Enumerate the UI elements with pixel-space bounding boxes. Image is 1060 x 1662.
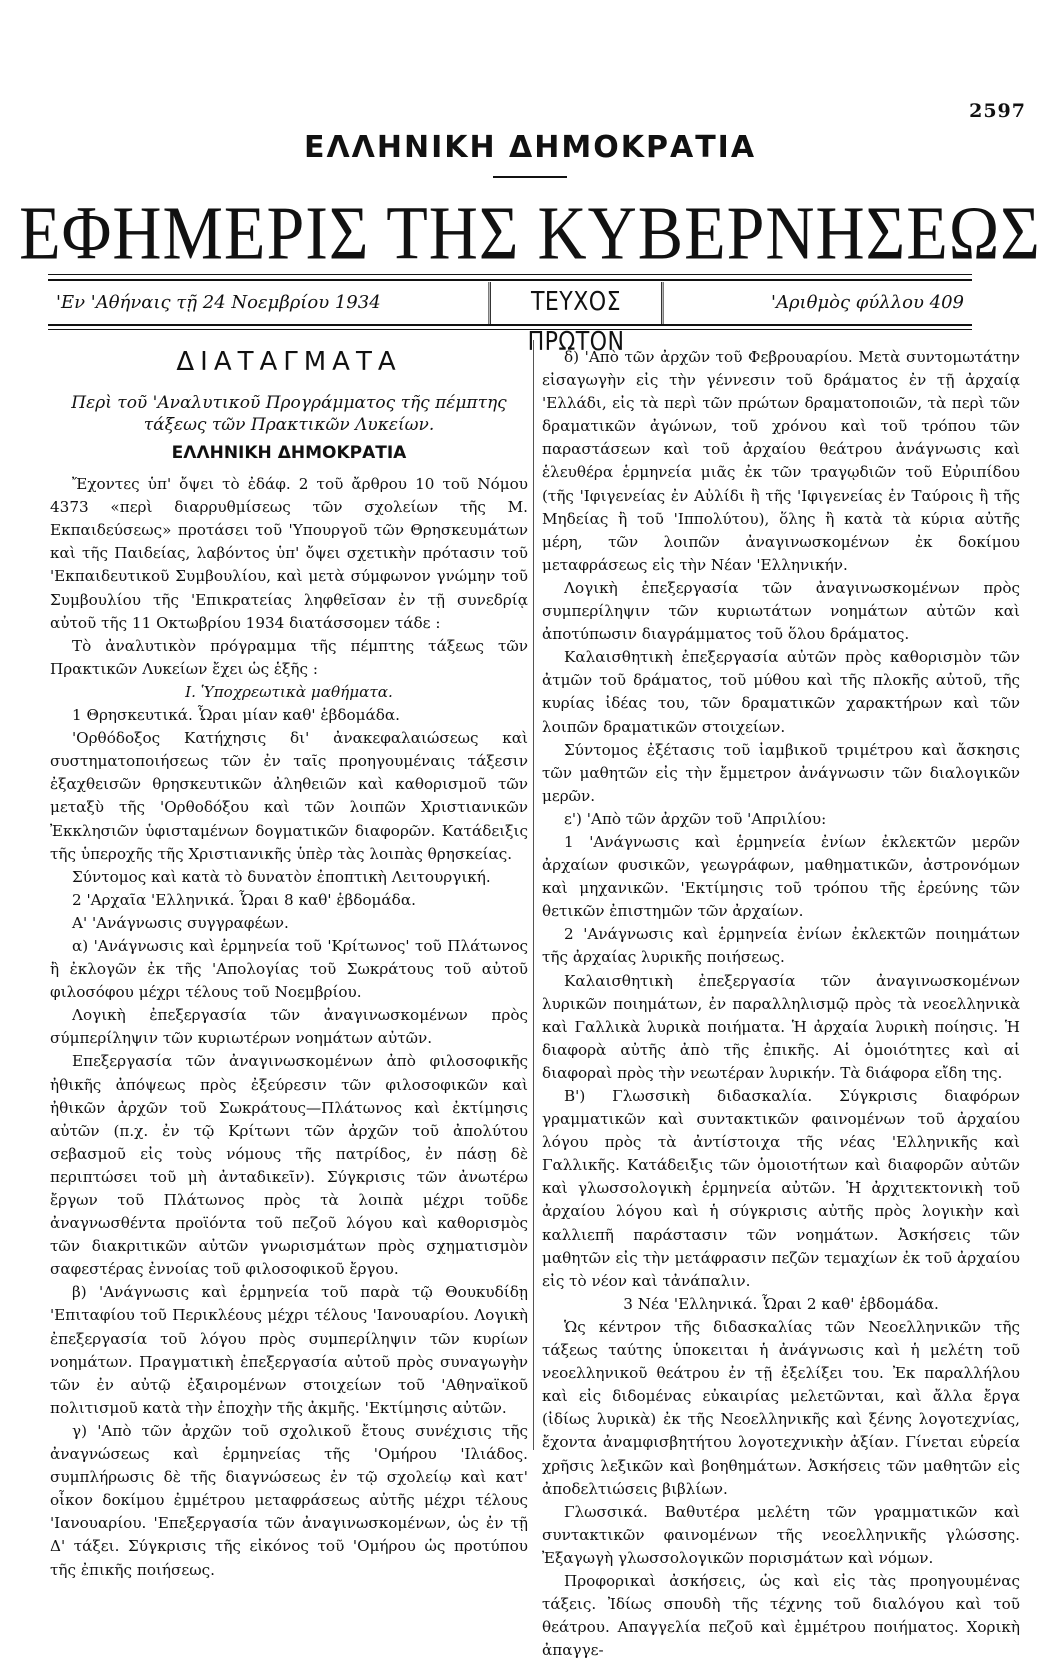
paragraph: Καλαισθητικὴ ἐπεξεργασία τῶν ἀναγινωσκομένων λυρικῶν ποιημάτων, ἐν παραλληλισμῷ πρὸς τὰ νεοελληνικὰ καὶ Γαλλικὰ λυρικὰ ποιήματα. Ἡ ἀρχαία λυρικὴ ποίησις. Ἡ διαφορὰ αὐτῆς ἀπὸ τῆς ἐπικῆς. Αἱ ὁμοιότητες καὶ αἱ διαφοραὶ πρὸς τὴν νεωτέραν λυρικήν. Τὰ διάφορα εἴδη της. <box>542 971 1020 1082</box>
decree-subject: Περὶ τοῦ 'Αναλυτικοῦ Προγράμματος τῆς πέμπτης τάξεως τῶν Πρακτικῶν Λυκείων. <box>71 393 507 435</box>
header-info-row <box>48 286 972 357</box>
masthead-title: ΕΦΗΜΕΡΙΣ ΤΗΣ ΚΥΒΕΡΝΗΣΕΩΣ <box>19 190 1041 276</box>
paragraph: δ) 'Απὸ τῶν ἀρχῶν τοῦ Φεβρουαρίου. Μετὰ συντομωτάτην εἰσαγωγὴν εἰς τὴν γέννεσιν τοῦ δράματος ἐν τῇ ἀρχαίᾳ 'Ελλάδι, εἰς τὰ περὶ τῶν πρώτων δραματοποιῶν, τὰ περὶ τῶν δραματικῶν ἀγώνων, τοῦ χρόνου καὶ τοῦ τρόπου τῶν παραστάσεων καὶ τοῦ ἀρχαίου θεάτρου ἀνάγνωσις καὶ ἑλευθέρα ἑρμηνεία μιᾶς ἐκ τῶν τραγῳδιῶν τοῦ Εὐριπίδου (τῆς 'Ιφιγενείας ἐν Αὐλίδι ἢ τῆς 'Ιφιγενείας ἐν Ταύροις ἢ τῆς Μηδείας ἢ τοῦ 'Ιππολύτου), ὅλης ἢ κατὰ τὰ κύρια αὐτῆς μέρη, τῶν λοιπῶν ἀναγινωσκομένων ἐκ δοκίμου μεταφράσεως εἰς τὴν Νέαν 'Ελληνικήν. <box>542 348 1020 574</box>
header-rule-top-thick <box>48 279 972 281</box>
masthead-rule <box>493 176 567 178</box>
paragraph: 3 Νέα 'Ελληνικά. Ὧραι 2 καθ' ἑβδομάδα. <box>623 1294 939 1313</box>
decree-republic: ΕΛΛΗΝΙΚΗ ΔΗΜΟΚΡΑΤΙΑ <box>171 443 407 463</box>
issue-part: ΤΕΥΧΟΣ ΠΡΩΤΟΝ <box>488 282 663 324</box>
issue-date: 'Εν 'Αθήναις τῇ 24 Νοεμβρίου 1934 <box>56 292 381 313</box>
paragraph: β) 'Ανάγνωσις καὶ ἑρμηνεία τοῦ παρὰ τῷ Θουκυδίδῃ 'Επιταφίου τοῦ Περικλέους μέχρι τέλους 'Ιανουαρίου. Λογικὴ ἐπεξεργασία τοῦ λόγου πρὸς συμπερίληψιν τῶν κυρίων νοημάτων. Πραγματικὴ ἐπεξεργασία αὐτοῦ πρὸς συναγωγὴν τῶν ἐν αὐτῷ ἐξαιρομένων στοιχείων τοῦ 'Αθηναϊκοῦ πολιτισμοῦ κατὰ τὴν ἐποχὴν τῆς ἀκμῆς. 'Εκτίμησις αὐτῶν. <box>50 1283 528 1417</box>
paragraph: Προφορικαὶ ἀσκήσεις, ὡς καὶ εἰς τὰς προηγουμένας τάξεις. Ἰδίως σπουδὴ τῆς τέχνης τοῦ διαλόγου καὶ τοῦ θεάτρου. Απαγγελία πεζοῦ καὶ ἐμμέτρου ποιήματος. Χορικὴ ἀπαγγε- <box>542 1571 1020 1660</box>
right-column <box>542 346 1020 1662</box>
paragraph: Σύντομος καὶ κατὰ τὸ δυνατὸν ἐποπτικὴ Λειτουργική. <box>72 867 491 886</box>
header-rule-bottom-thin <box>48 329 972 330</box>
paragraph: 1 Θρησκευτικά. Ὧραι μίαν καθ' ἑβδομάδα. <box>72 706 400 725</box>
paragraph: 2 'Ανάγνωσις καὶ ἑρμηνεία ἐνίων ἐκλεκτῶν ποιημάτων τῆς ἀρχαίας λυρικῆς ποιήσεως. <box>542 925 1020 967</box>
paragraph: Καλαισθητικὴ ἐπεξεργασία αὐτῶν πρὸς καθορισμὸν τῶν ἀτμῶν τοῦ δράματος, τοῦ μύθου καὶ τῆς πλοκῆς αὐτοῦ, τῆς κυρίας ἰδέας του, τῶν δραματικῶν χαρακτήρων καὶ τῶν λοιπῶν δραματικῶν στοιχείων. <box>542 648 1020 736</box>
section-heading: ΔΙΑΤΑΓΜΑΤΑ <box>176 347 402 377</box>
column-divider <box>533 340 534 1450</box>
paragraph: Λογικὴ ἐπεξεργασία τῶν ἀναγινωσκομένων πρὸς σύμπερίληψιν τῶν κυριωτέρων νοημάτων αὐτῶν. <box>50 1006 528 1048</box>
sheet-number: 'Αριθμὸς φύλλου 409 <box>771 292 964 313</box>
subheading: Ι. Ὑποχρεωτικὰ μαθήματα. <box>185 682 393 701</box>
paragraph: 'Ορθόδοξος Κατήχησις δι' ἀνακεφαλαιώσεως καὶ συστηματοποιήσεως τῶν ἐν ταῖς προηγουμέναις τάξεσιν ἐξαχθεισῶν θρησκευτικῶν ἀληθειῶν καὶ καθορισμοῦ τῶν μεταξὺ τῆς 'Ορθοδόξου καὶ τῶν λοιπῶν Χριστιανικῶν Ἐκκλησιῶν ὑφισταμένων δογματικῶν διαφορῶν. Κατάδειξις τῆς ὑπεροχῆς τῆς Χριστιανικῆς ὑπὲρ τὰς λοιπὰς θρησκείας. <box>50 729 528 863</box>
left-column <box>50 346 528 1582</box>
paragraph: Ὡς κέντρον τῆς διδασκαλίας τῶν Νεοελληνικῶν τῆς τάξεως ταύτης ὑποκειται ἡ ἀνάγνωσις καὶ ἡ μελέτη τοῦ νεοελληνικοῦ θεάτρου ἐν τῇ ἐξελίξει του. Ἐκ παραλλήλου καὶ εἰς διδομένας εὐκαιρίας μελετῶνται, καὶ ἄλλα ἔργα (ἰδίως λυρικὰ) ἐκ τῆς Νεοελληνικῆς καὶ ξένης λογοτεχνίας, ἔχοντα ἀναμφισβητήτου λογοτεχνικὴν ἀξίαν. Γίνεται εὑρεία χρῆσις λεξικῶν καὶ βοηθημάτων. Ἀσκήσεις τῶν μαθητῶν εἰς ἀποδελτιώσεις βιβλίων. <box>542 1317 1020 1498</box>
header-rule-bottom-thick <box>48 324 972 326</box>
paragraph: Επεξεργασία τῶν ἀναγινωσκομένων ἀπὸ φιλοσοφικῆς ἠθικῆς ἀπόψεως πρὸς ἐξεύρεσιν τῶν φιλοσοφικῶν καὶ ἠθικῶν ἀρχῶν τοῦ Σωκράτους—Πλάτωνος καὶ ἐκτίμησις αὐτῶν (π.χ. ἐν τῷ Κρίτωνι τῶν ἀρχῶν τοῦ ἀπολύτου σεβασμοῦ εἰς τοὺς νόμους τῆς πατρίδος, ἐν πάσῃ δὲ περιπτώσει τοῦ μὴ ἀνταδικεῖν). Σύγκρισις τῶν ἀνωτέρω ἔργων τοῦ Πλάτωνος πρὸς τὰ λοιπὰ μέχρι τοῦδε ἀναγνωσθέντα προϊόντα τοῦ πεζοῦ λόγου καὶ καθορισμὸς τῶν διακριτικῶν αὐτῶν γνωρισμάτων πρὸς σχηματισμὸν σαφεστέρας ἐννοίας τοῦ φιλοσοφικοῦ ἔργου. <box>50 1052 528 1279</box>
paragraph: Ἔχοντες ὑπ' ὄψει τὸ ἐδάφ. 2 τοῦ ἄρθρου 10 τοῦ Νόμου 4373 «περὶ διαρρυθμίσεως τῶν σχολείων τῆς Μ. Εκπαιδεύσεως» προτάσει τοῦ 'Υπουργοῦ τῶν Θρησκευμάτων καὶ τῆς Παιδείας, λαβόντος ὑπ' ὄψει σχετικὴν πρότασιν τοῦ 'Εκπαιδευτικοῦ Συμβουλίου, καὶ μετὰ σύμφωνον γνώμην τοῦ Συμβουλίου τῆς 'Επικρατείας ληφθεῖσαν ἐν τῇ συνεδρίᾳ αὐτοῦ τῆς 11 Οκτωβρίου 1934 διατάσσομεν τάδε : <box>50 475 528 632</box>
paragraph: Σύντομος ἐξέτασις τοῦ ἰαμβικοῦ τριμέτρου καὶ ἄσκησις τῶν μαθητῶν εἰς τὴν ἔμμετρον ἀνάγνωσιν τῶν διαλογικῶν μερῶν. <box>542 740 1020 805</box>
paragraph: α) 'Ανάγνωσις καὶ ἑρμηνεία τοῦ 'Κρίτωνος' τοῦ Πλάτωνος ἢ ἐκλογῶν ἐκ τῆς 'Απολογίας τοῦ Σωκράτους τοῦ αὐτοῦ φιλοσόφου μέχρι τέλους τοῦ Νοεμβρίου. <box>50 936 528 1002</box>
paragraph: 1 'Ανάγνωσις καὶ ἑρμηνεία ἐνίων ἐκλεκτῶν μερῶν ἀρχαίων φυσικῶν, γεωγράφων, μαθηματικῶν, ἀστρονόμων καὶ μηχανικῶν. 'Εκτίμησις τοῦ τρόπου τῆς ἐρεύνης τῶν θετικῶν ἐπιστημῶν τῶν ἀρχαίων. <box>542 832 1020 921</box>
paragraph: Α' 'Ανάγνωσις συγγραφέων. <box>72 913 289 932</box>
paragraph: Λογικὴ ἐπεξεργασία τῶν ἀναγινωσκομένων πρὸς συμπερίληψιν τῶν κυριωτάτων νοημάτων αὐτῶν καὶ ἀποτύπωσιν διαγράμματος τοῦ ὅλου δράματος. <box>542 578 1020 644</box>
paragraph: Β') Γλωσσικὴ διδασκαλία. Σύγκρισις διαφόρων γραμματικῶν καὶ συντακτικῶν φαινομένων τοῦ ἀρχαίου λόγου πρὸς τὰ ἀντίστοιχα τῆς νέας 'Ελληνικῆς καὶ Γαλλικῆς. Κατάδειξις τῶν ὁμοιοτήτων καὶ διαφορῶν αὐτῶν καὶ γλωσσολογικὴ ἑρμηνεία αὐτῶν. Ἡ ἀρχιτεκτονικὴ τοῦ ἀρχαίου λόγου καὶ ἡ σύγκρισις αὐτῆς πρὸς λογικὴν καὶ καλλιεπῆ παράστασιν τῶν νοημάτων. Ἀσκήσεις τῶν μαθητῶν εἰς τὴν μετάφρασιν πεζῶν τεμαχίων ἐκ τοῦ ἀρχαίου εἰς τὸ νέον καὶ τἀνάπαλιν. <box>542 1087 1020 1290</box>
masthead-republic: ΕΛΛΗΝΙΚΗ ΔΗΜΟΚΡΑΤΙΑ <box>303 130 757 165</box>
page-number: 2597 <box>969 100 1026 122</box>
paragraph: ε') 'Απὸ τῶν ἀρχῶν τοῦ 'Απριλίου: <box>564 809 827 828</box>
paragraph: Γλωσσικά. Βαθυτέρα μελέτη τῶν γραμματικῶν καὶ συντακτικῶν φαινομένων τῆς νεοελληνικῆς γλώσσης. Ἐξαγωγὴ γλωσσολογικῶν πορισμάτων καὶ νόμων. <box>542 1502 1020 1567</box>
paragraph: Τὸ ἀναλυτικὸν πρόγραμμα τῆς πέμπτης τάξεως τῶν Πρακτικῶν Λυκείων ἔχει ὡς ἑξῆς : <box>50 636 528 678</box>
paragraph: γ) 'Απὸ τῶν ἀρχῶν τοῦ σχολικοῦ ἔτους συνέχισις τῆς ἀναγνώσεως καὶ ἑρμηνείας τῆς 'Ομήρου 'Ιλιάδος. συμπλήρωσις δὲ τῆς διαγνώσεως ἐν τῷ σχολείῳ καὶ κατ' οἶκον δοκίμου ἐμμέτρου μεταφράσεως αὐτῆς μέχρι τέλους 'Ιανουαρίου. 'Επεξεργασία τῶν ἀναγινωσκομένων, ὡς ἐν τῇ Δ' τάξει. Σύγκρισις τῆς εἰκόνος τοῦ 'Ομήρου ὡς προτύπου τῆς ἐπικῆς ποιήσεως. <box>50 1421 528 1579</box>
header-rule-top-thin <box>48 274 972 275</box>
paragraph: 2 'Αρχαῖα 'Ελληνικά. Ὧραι 8 καθ' ἑβδομάδα. <box>72 890 416 909</box>
